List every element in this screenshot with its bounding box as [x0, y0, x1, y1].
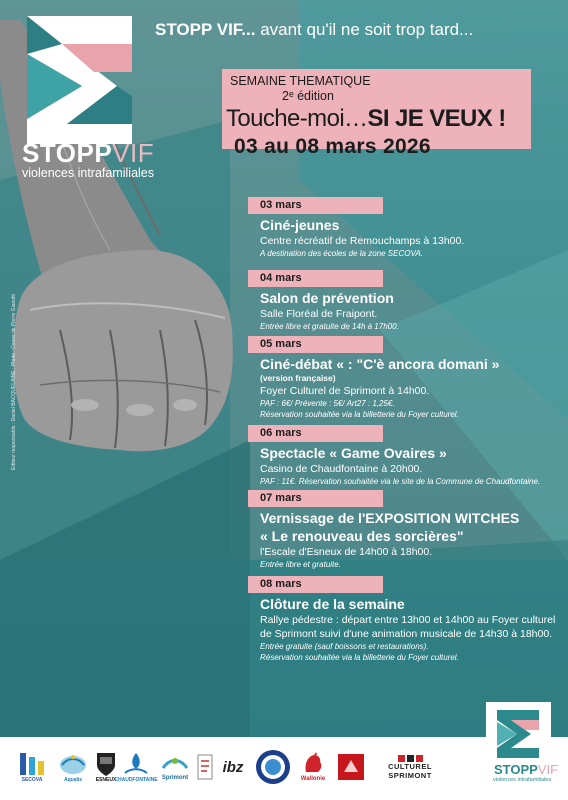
event-note: PAF : 11€. Réservation souhaitée via le site de la Commune de Chaudfontaine.: [260, 477, 541, 486]
event-date: 04 mars: [248, 270, 383, 287]
event-note: A destination des écoles de la zone SECOVA.: [260, 249, 423, 258]
event-6: [248, 576, 558, 663]
event-title-2: « Le renouveau des sorcières": [260, 528, 464, 544]
stoppvif-logo-wordmark: [22, 138, 157, 180]
event-note: Entrée gratuite (sauf boissons et restaurations).: [260, 642, 429, 651]
province-icon: [336, 752, 366, 782]
event-note-2: Réservation souhaitée via la billetterie du Foyer culturel.: [260, 410, 459, 419]
event-title: Spectacle « Game Ovaires »: [260, 445, 447, 461]
small-logo-wordmark: STOPPVIF: [494, 762, 559, 777]
partner-logo-6: [194, 746, 216, 788]
event-note: Entrée libre et gratuite de 14h à 17h00.: [260, 322, 399, 331]
aqualis-icon: [58, 751, 88, 777]
event-date: 06 mars: [248, 425, 383, 442]
header-title: [226, 105, 506, 133]
header-title-b: SI JE VEUX !: [367, 105, 506, 132]
stoppvif-small-mark: [495, 708, 543, 760]
fist-shape: [13, 250, 233, 451]
event-note-2: Réservation souhaitée via la billetterie du Foyer culturel.: [260, 653, 459, 662]
event-2: [248, 270, 558, 332]
partner-6-icon: [195, 752, 215, 782]
event-place: Centre récréatif de Remouchamps à 13h00.: [260, 235, 465, 247]
event-place: Salle Floréal de Fraipont.: [260, 308, 378, 320]
slogan-rest: avant qu'il ne soit trop tard...: [255, 20, 474, 39]
header-line2: 2ᵉ édition: [282, 89, 334, 103]
foyer-culturel-logo: [376, 746, 444, 788]
event-title: Vernissage de l'EXPOSITION WITCHES: [260, 510, 520, 526]
event-date: 07 mars: [248, 490, 383, 507]
slogan: [155, 20, 473, 40]
wallonie-rooster-icon: [302, 752, 324, 776]
event-note: Entrée libre et gratuite.: [260, 560, 341, 569]
event-place: l'Escale d'Esneux de 14h00 à 18h00.: [260, 546, 433, 558]
event-5: [248, 490, 558, 570]
sprimont-icon: [160, 753, 190, 775]
event-place: Foyer Culturel de Sprimont à 14h00.: [260, 385, 430, 397]
chaudfontaine-logo: CHAUDFONTAINE: [116, 746, 156, 788]
secova-logo: SECOVA: [14, 746, 50, 788]
event-title: Clôture de la semaine: [260, 596, 405, 612]
event-place: Casino de Chaudfontaine à 20h00.: [260, 463, 423, 475]
event-3: [248, 336, 558, 420]
event-note: PAF : 6€/ Prévente : 5€/ Art27 : 1,25€.: [260, 399, 395, 408]
event-date: 08 mars: [248, 576, 383, 593]
police-logo: [252, 746, 294, 788]
ibz-text: ibz: [222, 758, 244, 776]
event-4: [248, 425, 558, 487]
esneux-logo: ESNEUX: [92, 746, 120, 788]
event-title: Ciné-débat « : "C'è ancora domani »: [260, 356, 500, 372]
event-date: 05 mars: [248, 336, 383, 353]
sprimont-logo: Sprimont: [156, 746, 194, 788]
secova-icon: [17, 751, 47, 777]
logo-tagline: violences intrafamiliales: [22, 166, 155, 180]
wallonie-logo: Wallonie: [298, 746, 328, 788]
logo-wordmark-text: STOPPVIF: [22, 138, 155, 168]
police-badge-icon: [254, 748, 292, 786]
ibz-logo: [218, 746, 248, 788]
event-1: [248, 197, 558, 259]
stoppvif-small-logo: [486, 702, 559, 794]
slogan-bold: STOPP VIF...: [155, 20, 256, 39]
editor-credit: Éditeur responsable : Daniel BACQUELAINE ; Photo : Canva de Pierre Gianotti: [11, 294, 17, 470]
header-line1: SEMAINE THEMATIQUE: [230, 74, 371, 88]
aqualis-logo: Aqualis: [56, 746, 90, 788]
chaudfontaine-icon: [121, 751, 151, 777]
event-version: (version française): [260, 373, 336, 383]
event-place: Rallye pédestre : départ entre 13h00 et 14h00 au Foyer culturel de Sprimont suivi d'une animation musicale de 14h30 à 18h00.: [260, 614, 556, 640]
small-logo-tagline: violences intrafamiliales: [493, 777, 552, 783]
event-title: Salon de prévention: [260, 290, 394, 306]
header-dates: 03 au 08 mars 2026: [234, 135, 431, 158]
foyer-culturel-text: CULTUREL SPRIMONT: [388, 761, 432, 780]
header-block: [222, 69, 531, 158]
event-date: 03 mars: [248, 197, 383, 214]
header-title-a: Touche-moi…: [226, 105, 368, 132]
foyer-squares: [398, 755, 423, 762]
event-title: Ciné-jeunes: [260, 217, 340, 233]
esneux-shield-icon: [95, 751, 117, 777]
province-logo: [334, 746, 368, 788]
